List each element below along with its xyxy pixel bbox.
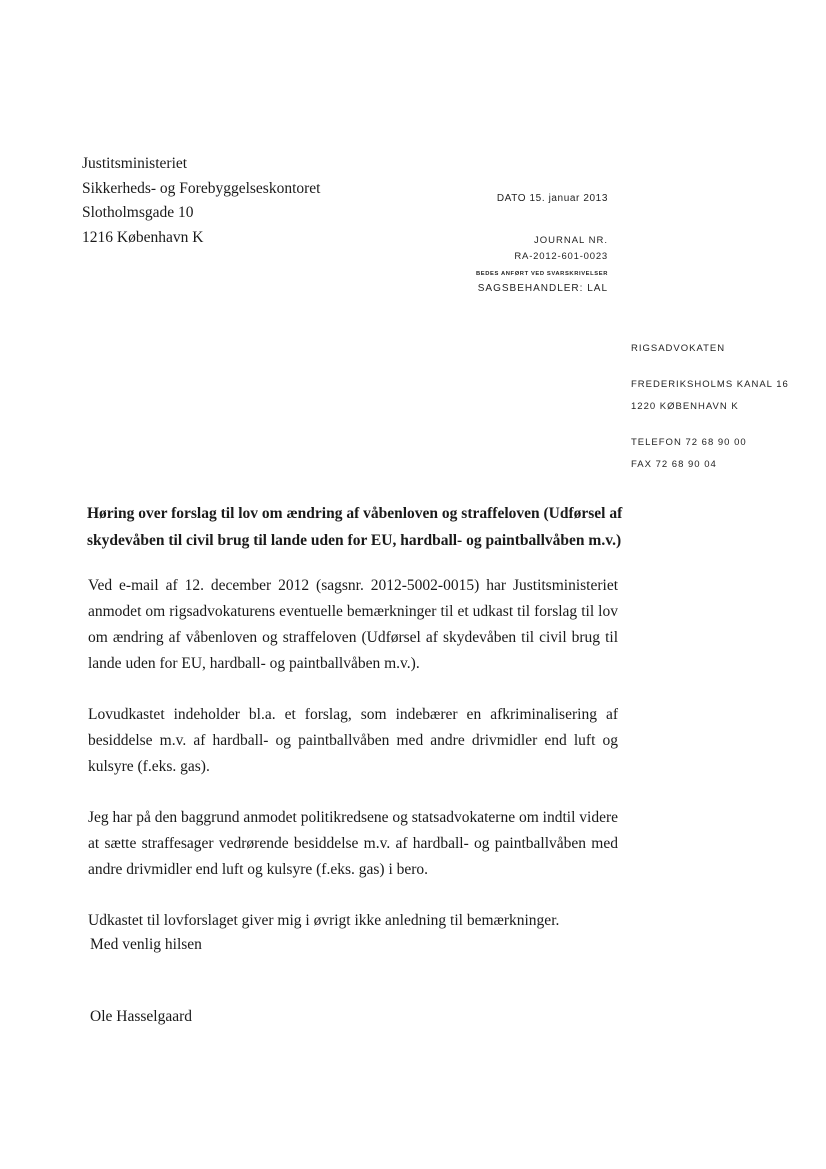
recipient-line: Slotholmsgade 10 — [82, 204, 194, 221]
letter-subject: Høring over forslag til lov om ændring af våbenloven og straffeloven (Udførsel af skydevåben til civil brug til lande uden for EU, hardball- og paintballvåben m.v.) — [87, 505, 623, 549]
body-paragraph: Udkastet til lovforslaget giver mig i øvrigt ikke anledning til bemærkninger. — [88, 912, 560, 929]
sender-name: RIGSADVOKATEN — [631, 343, 726, 354]
sender-address-line: FREDERIKSHOLMS KANAL 16 — [631, 379, 789, 390]
recipient-line: Sikkerheds- og Forebyggelseskontoret — [82, 179, 321, 197]
letter-body — [88, 573, 618, 959]
recipient-line: Justitsministeriet — [82, 155, 188, 172]
body-paragraph: Ved e-mail af 12. december 2012 (sagsnr. 2012-5002-0015) har Justitsministeriet anmodet om rigsadvokaturens eventuelle bemærkninger til et udkast til forslag til lov om ændring af våbenloven og straffeloven (Udførsel af skydevåben til civil brug til lande uden for EU, hardball- og paintballvåben m.v.). — [88, 577, 618, 672]
letter-meta — [476, 193, 608, 296]
sender-phone: TELEFON 72 68 90 00 — [631, 437, 747, 448]
body-paragraph: Jeg har på den baggrund anmodet politikredsene og statsadvokaterne om indtil videre at sætte straffesager vedrørende besiddelse m.v. af hardball- og paintballvåben med andre drivmidler end luft og kulsyre (f.eks. gas) i bero. — [88, 809, 618, 878]
closing: Med venlig hilsen — [90, 936, 202, 953]
sender-block — [631, 338, 789, 476]
case-handler: SAGSBEHANDLER: LAL — [477, 283, 608, 294]
journal-label: JOURNAL NR. — [534, 235, 608, 246]
sender-fax: FAX 72 68 90 04 — [631, 459, 717, 470]
signature-name: Ole Hasselgaard — [90, 1008, 192, 1025]
recipient-address — [82, 152, 321, 250]
body-paragraph: Lovudkastet indeholder bl.a. et forslag, som indebærer en afkriminalisering af besiddelse m.v. af hardball- og paintballvåben med andre drivmidler end luft og kulsyre (f.eks. gas). — [88, 706, 618, 775]
date-line: DATO 15. januar 2013 — [496, 193, 608, 204]
recipient-line: 1216 København K — [82, 228, 204, 246]
journal-number: RA-2012-601-0023 — [514, 251, 608, 262]
sender-address-line: 1220 KØBENHAVN K — [631, 401, 739, 412]
reference-note: BEDES ANFØRT VED SVARSKRIVELSER — [476, 271, 608, 277]
